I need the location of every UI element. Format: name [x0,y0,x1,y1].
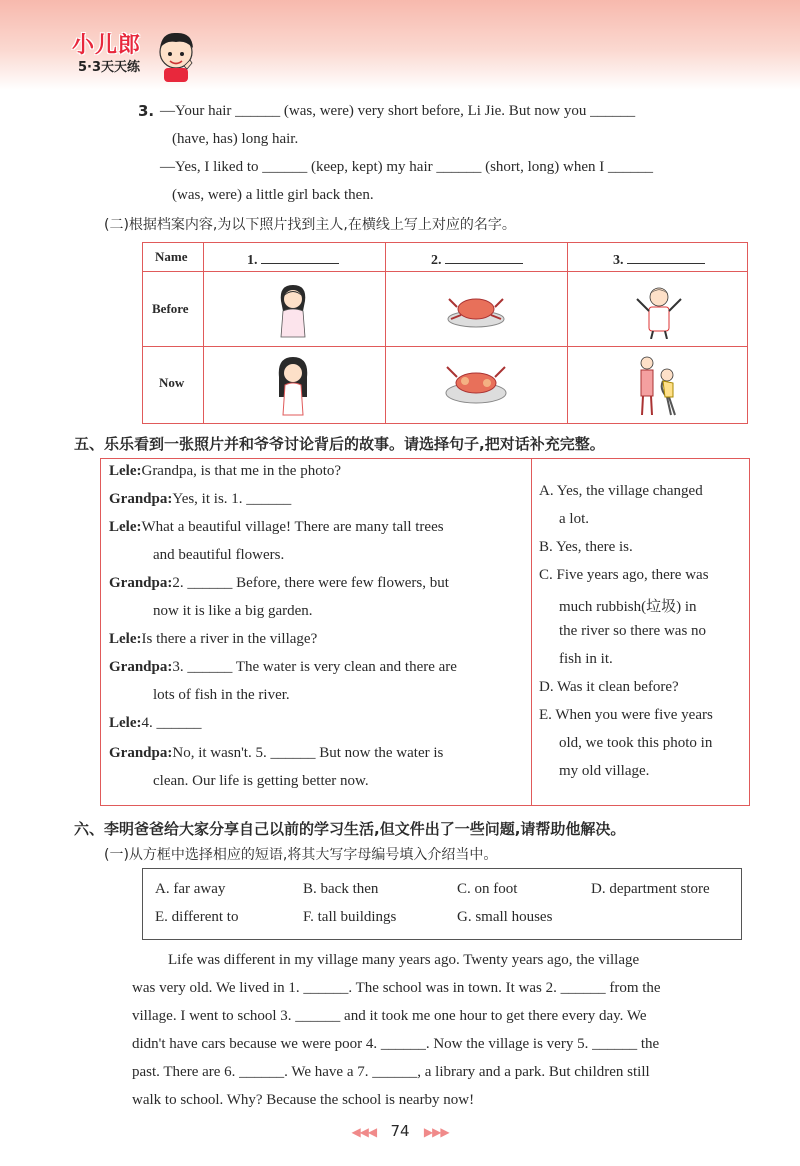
sec6-heading: 六、李明爸爸给大家分享自己以前的学习生活,但文件出了一些问题,请帮助他解决。 [74,820,626,838]
dialogue-text: 3. ______ The water is very clean and there are [172,659,457,675]
q3-number: 3. [138,102,155,120]
speaker-label: Grandpa: [109,575,173,591]
dialogue-text: 4. ______ [141,715,202,731]
couple-now-icon [629,353,687,419]
dialogue-line [109,659,457,676]
q3-line2: (have, has) long hair. [172,131,299,147]
phrase-box [142,868,742,940]
speaker-label: Lele: [109,715,142,731]
page-number: 74 [390,1122,410,1140]
girl-now-icon [273,353,313,417]
para-line-5: past. There are 6. ______. We have a 7. ______, a library and a park. But children still [132,1064,650,1080]
option-line: B. Yes, there is. [539,539,633,555]
option-line: much rubbish(垃圾) in [559,599,697,615]
dialogue-text: Is there a river in the village? [141,631,318,647]
logo [72,28,207,90]
para-line-6: walk to school. Why? Because the school is nearby now! [132,1092,475,1108]
dialogue-line [153,687,290,704]
dialogue-line [109,463,341,480]
boy-mascot-icon [154,28,198,84]
seafood-now-icon [443,361,509,405]
col-name-header: Name [155,249,188,264]
speaker-label: Lele: [109,519,142,535]
dialogue-line [153,773,369,790]
phrase-c: C. on foot [457,881,518,897]
speaker-label: Lele: [109,631,142,647]
man-before-icon [633,283,685,339]
phrase-g: G. small houses [457,909,553,925]
dialogue-line [109,631,317,648]
dialogue-line [153,603,313,620]
logo-title: 小儿郎 [72,33,142,58]
left-arrows-icon: ◀◀◀ [351,1125,377,1139]
dialogue-text: Grandpa, is that me in the photo? [141,463,342,479]
phrase-f: F. tall buildings [303,909,397,925]
row-now-label: Now [159,375,185,390]
logo-subtitle: 5·3天天练 [78,60,141,75]
page-footer [0,1122,800,1140]
sec5-heading: 五、乐乐看到一张照片并和爷爷讨论背后的故事。请选择句子,把对话补充完整。 [74,435,605,453]
speaker-label: Grandpa: [109,491,173,507]
option-line: a lot. [559,511,589,527]
q3-line4: (was, were) a little girl back then. [172,187,374,203]
dialogue-line [109,745,443,762]
dialogue-line [109,491,291,508]
dialogue-text: 2. ______ Before, there were few flowers, but [172,575,449,591]
option-line: the river so there was no [559,623,707,639]
dialogue-text: now it is like a big garden. [153,603,313,619]
option-line: D. Was it clean before? [539,679,679,695]
q3-line3: —Yes, I liked to ______ (keep, kept) my hair ______ (short, long) when I ______ [160,159,653,175]
q3-line1: —Your hair ______ (was, were) very short before, Li Jie. But now you ______ [160,103,636,119]
row-before-label: Before [152,301,189,316]
dialogue-box [100,458,750,806]
para-line-4: didn't have cars because we were poor 4. ______. Now the village is very 5. ______ the [132,1036,660,1052]
dialogue-text: No, it wasn't. 5. ______ But now the water is [172,745,444,761]
para-line-1: Life was different in my village many years ago. Twenty years ago, the village [168,952,640,968]
dialogue-line [109,519,444,536]
dialogue-text: What a beautiful village! There are many tall trees [141,519,444,535]
dialogue-text: lots of fish in the river. [153,687,290,703]
option-line: my old village. [559,763,650,779]
name-blank-1[interactable]: 1. [247,249,339,269]
photo-table [142,242,748,424]
option-line: A. Yes, the village changed [539,483,703,499]
phrase-d: D. department store [591,881,710,897]
dialogue-line [153,547,284,564]
sec6-sub: (一)从方框中选择相应的短语,将其大写字母编号填入介绍当中。 [104,847,498,863]
name-blank-3[interactable]: 3. [613,249,705,269]
option-line: old, we took this photo in [559,735,713,751]
name-blank-2[interactable]: 2. [431,249,523,269]
option-line: fish in it. [559,651,613,667]
speaker-label: Grandpa: [109,659,173,675]
option-line: E. When you were five years [539,707,713,723]
speaker-label: Grandpa: [109,745,173,761]
dialogue-text: and beautiful flowers. [153,547,285,563]
dialogue-text: Yes, it is. 1. ______ [172,491,292,507]
phrase-a: A. far away [155,881,226,897]
girl-before-icon [273,279,313,341]
para-line-3: village. I went to school 3. ______ and it took me one hour to get there every day. We [132,1008,647,1024]
phrase-e: E. different to [155,909,239,925]
dialogue-text: clean. Our life is getting better now. [153,773,369,789]
para-line-2: was very old. We lived in 1. ______. The school was in town. It was 2. ______ from the [132,980,661,996]
crab-before-icon [445,289,507,329]
dialogue-line [109,575,449,592]
part2-heading: (二)根据档案内容,为以下照片找到主人,在横线上写上对应的名字。 [104,217,516,233]
right-arrows-icon: ▶▶▶ [423,1125,449,1139]
phrase-b: B. back then [303,881,379,897]
dialogue-line [109,715,201,732]
speaker-label: Lele: [109,463,142,479]
option-line: C. Five years ago, there was [539,567,709,583]
